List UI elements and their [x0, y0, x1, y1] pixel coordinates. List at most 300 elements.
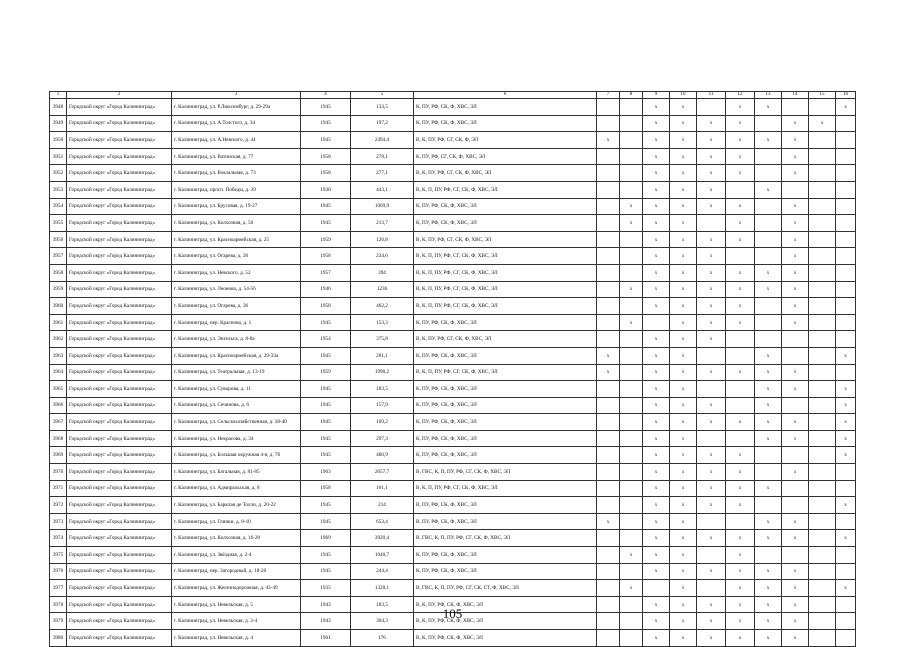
mark-cell: x [782, 563, 809, 580]
mark-cell [597, 248, 620, 265]
mark-cell: x [782, 364, 809, 381]
mark-cell: x [697, 264, 726, 281]
works-list-cell: К, ПУ, РФ, СК, Ф, ХВС, ЭЛ [414, 99, 597, 116]
mark-cell: x [697, 148, 726, 165]
mark-cell [643, 314, 670, 331]
table-row [50, 630, 856, 647]
works-list-cell: В, ПУ, РФ, СК, Ф, ХВС, ЭЛ [414, 513, 597, 530]
mark-cell: x [697, 613, 726, 630]
mark-cell [836, 248, 856, 265]
mark-cell [836, 181, 856, 198]
address-cell: г. Калининград, ул. Леонова, д. 54-56 [172, 281, 301, 298]
works-list-cell: К, ПУ, РФ, СК, Ф, ХВС, ЭЛ [414, 447, 597, 464]
mark-cell: x [670, 381, 697, 398]
mark-cell: x [726, 530, 755, 547]
municipality-cell: Городской округ «Город Калининград» [67, 563, 172, 580]
mark-cell: x [597, 132, 620, 149]
mark-cell [755, 248, 782, 265]
mark-cell [597, 414, 620, 431]
address-cell: г. Калининград, ул. Огарева, д. 36 [172, 298, 301, 315]
table-row [50, 497, 856, 514]
mark-cell: x [782, 264, 809, 281]
address-cell: г. Калининград, ул. А.Невского, д. 44 [172, 132, 301, 149]
works-list-cell: К, ПУ, РФ, СК, Ф, ХВС, ЭЛ [414, 215, 597, 232]
mark-cell: x [697, 298, 726, 315]
municipality-cell: Городской округ «Город Калининград» [67, 165, 172, 182]
mark-cell [697, 580, 726, 597]
column-number-cell: 13 [755, 92, 782, 99]
mark-cell: x [670, 580, 697, 597]
municipality-cell: Городской округ «Город Калининград» [67, 198, 172, 215]
mark-cell: x [670, 547, 697, 564]
column-number-cell: 7 [597, 92, 620, 99]
mark-cell: x [697, 563, 726, 580]
mark-cell: x [782, 530, 809, 547]
mark-cell: x [755, 364, 782, 381]
mark-cell [726, 331, 755, 348]
area-cell: 169,2 [351, 414, 414, 431]
municipality-cell: Городской округ «Город Калининград» [67, 381, 172, 398]
mark-cell: x [643, 264, 670, 281]
works-list-cell: В, К, ПУ, РФ, СГ, СК, Ф, ЭЛ [414, 132, 597, 149]
mark-cell [836, 198, 856, 215]
area-cell: 277,1 [351, 165, 414, 182]
row-number-cell: 3953 [50, 181, 67, 198]
table-row [50, 397, 856, 414]
mark-cell: x [643, 99, 670, 116]
mark-cell: x [670, 430, 697, 447]
mark-cell [782, 99, 809, 116]
mark-cell: x [643, 132, 670, 149]
address-cell: г. Калининград, ул. Колхозная, д. 50 [172, 215, 301, 232]
municipality-cell: Городской округ «Город Калининград» [67, 314, 172, 331]
area-cell: 2057,7 [351, 464, 414, 481]
mark-cell [697, 99, 726, 116]
municipality-cell: Городской округ «Город Калининград» [67, 99, 172, 116]
mark-cell: x [643, 198, 670, 215]
year-cell: 1945 [301, 115, 351, 132]
mark-cell: x [670, 596, 697, 613]
address-cell: г. Калининград, ул. Сечинова, д. 6 [172, 397, 301, 414]
mark-cell: x [697, 464, 726, 481]
mark-cell [620, 397, 643, 414]
mark-cell: x [670, 181, 697, 198]
year-cell: 1945 [301, 198, 351, 215]
mark-cell: x [726, 630, 755, 647]
mark-cell: x [697, 530, 726, 547]
mark-cell: x [697, 165, 726, 182]
mark-cell [809, 563, 836, 580]
mark-cell [643, 580, 670, 597]
table-row [50, 331, 856, 348]
address-cell: г. Калининград, ул. Невского, д. 52 [172, 264, 301, 281]
mark-cell: x [670, 148, 697, 165]
mark-cell [755, 547, 782, 564]
area-cell: 394 [351, 264, 414, 281]
mark-cell [620, 447, 643, 464]
mark-cell: x [755, 596, 782, 613]
year-cell: 1945 [301, 347, 351, 364]
mark-cell: x [726, 165, 755, 182]
year-cell: 1943 [301, 613, 351, 630]
mark-cell: x [697, 447, 726, 464]
row-number-cell: 3950 [50, 132, 67, 149]
mark-cell [755, 497, 782, 514]
mark-cell: x [697, 314, 726, 331]
mark-cell: x [809, 115, 836, 132]
address-cell: г. Калининград, ул. Брусовая, д. 19-27 [172, 198, 301, 215]
table-row [50, 215, 856, 232]
column-number-cell: 12 [726, 92, 755, 99]
table-row [50, 132, 856, 149]
mark-cell: x [670, 165, 697, 182]
mark-cell [726, 381, 755, 398]
mark-cell: x [726, 613, 755, 630]
row-number-cell: 3966 [50, 397, 67, 414]
mark-cell: x [782, 580, 809, 597]
works-list-cell: В, К, ПУ, РФ, СК, Ф, ХВС, ЭЛ [414, 630, 597, 647]
mark-cell: x [643, 447, 670, 464]
address-cell: г. Калининград, ул. Красноармейская, д. 25 [172, 231, 301, 248]
address-cell: г. Калининград, ул. Ватинская, д. 77 [172, 148, 301, 165]
mark-cell: x [755, 397, 782, 414]
mark-cell [809, 215, 836, 232]
mark-cell: x [836, 447, 856, 464]
year-cell: 1945 [301, 430, 351, 447]
mark-cell: x [726, 414, 755, 431]
mark-cell [597, 231, 620, 248]
mark-cell: x [643, 298, 670, 315]
mark-cell: x [597, 513, 620, 530]
table-row [50, 314, 856, 331]
municipality-cell: Городской округ «Город Калининград» [67, 613, 172, 630]
works-list-cell: К, ПУ, РФ, СК, Ф, ХВС, ЭЛ [414, 397, 597, 414]
row-number-cell: 3980 [50, 630, 67, 647]
mark-cell [782, 181, 809, 198]
mark-cell: x [670, 464, 697, 481]
address-cell: г. Калининград, ул. Адмиральская, д. 8 [172, 480, 301, 497]
works-list-cell: К, ПУ, РФ, СК, Ф, ХВС, ЭЛ [414, 115, 597, 132]
mark-cell [809, 331, 836, 348]
mark-cell [620, 414, 643, 431]
municipality-cell: Городской округ «Город Калининград» [67, 580, 172, 597]
mark-cell: x [836, 414, 856, 431]
mark-cell: x [782, 613, 809, 630]
mark-cell [597, 630, 620, 647]
address-cell: г. Калининград, ул. Сельскохозяйственная, д. 38-40 [172, 414, 301, 431]
mark-cell [597, 281, 620, 298]
mark-cell [620, 497, 643, 514]
area-cell: 201,1 [351, 347, 414, 364]
table-row [50, 264, 856, 281]
mark-cell [755, 298, 782, 315]
mark-cell [620, 480, 643, 497]
mark-cell [809, 314, 836, 331]
mark-cell: x [755, 281, 782, 298]
table-row [50, 231, 856, 248]
mark-cell [697, 513, 726, 530]
mark-cell: x [597, 364, 620, 381]
address-cell: г. Калининград, ул. Барклая де Толли, д. 20-22 [172, 497, 301, 514]
mark-cell: x [643, 231, 670, 248]
works-list-cell: В, К, П, ПУ, РФ, СГ, СК, Ф, ХВС, ЭЛ [414, 264, 597, 281]
table-row [50, 530, 856, 547]
mark-cell: x [755, 181, 782, 198]
row-number-cell: 3956 [50, 231, 67, 248]
mark-cell [809, 513, 836, 530]
row-number-cell: 3974 [50, 530, 67, 547]
column-number-cell: 6 [414, 92, 597, 99]
area-cell: 653,4 [351, 513, 414, 530]
mark-cell [809, 99, 836, 116]
municipality-cell: Городской округ «Город Калининград» [67, 331, 172, 348]
mark-cell [620, 181, 643, 198]
works-list-cell: В, К, ПУ, РФ, СГ, СК, Ф, ХВС, ЭЛ [414, 331, 597, 348]
mark-cell [836, 480, 856, 497]
year-cell: 1945 [301, 381, 351, 398]
municipality-cell: Городской округ «Город Калининград» [67, 248, 172, 265]
mark-cell: x [755, 430, 782, 447]
mark-cell: x [670, 530, 697, 547]
year-cell: 1958 [301, 298, 351, 315]
table-row [50, 480, 856, 497]
area-cell: 161,1 [351, 480, 414, 497]
table-row [50, 447, 856, 464]
row-number-cell: 3957 [50, 248, 67, 265]
area-cell: 480,9 [351, 447, 414, 464]
mark-cell: x [755, 264, 782, 281]
table-row [50, 281, 856, 298]
column-number-cell: 5 [351, 92, 414, 99]
mark-cell [597, 298, 620, 315]
column-number-cell: 1 [50, 92, 67, 99]
year-cell: 1945 [301, 513, 351, 530]
works-list-cell: В, К, П, ПУ, РФ, СГ, СК, Ф, ХВС, ЭЛ [414, 298, 597, 315]
year-cell: 1945 [301, 563, 351, 580]
mark-cell: x [643, 397, 670, 414]
mark-cell [620, 563, 643, 580]
mark-cell [809, 181, 836, 198]
row-number-cell: 3964 [50, 364, 67, 381]
mark-cell: x [755, 563, 782, 580]
column-number-cell: 2 [67, 92, 172, 99]
mark-cell: x [782, 596, 809, 613]
mark-cell: x [670, 480, 697, 497]
column-number-cell: 16 [836, 92, 856, 99]
mark-cell [755, 115, 782, 132]
year-cell: 1946 [301, 281, 351, 298]
mark-cell [726, 248, 755, 265]
mark-cell: x [643, 181, 670, 198]
municipality-cell: Городской округ «Город Калининград» [67, 513, 172, 530]
area-cell: 234,6 [351, 248, 414, 265]
table-row [50, 347, 856, 364]
mark-cell [597, 397, 620, 414]
mark-cell [697, 547, 726, 564]
mark-cell: x [643, 115, 670, 132]
row-number-cell: 3969 [50, 447, 67, 464]
mark-cell: x [726, 596, 755, 613]
mark-cell [620, 331, 643, 348]
address-cell: г. Калининград, ул. Невельская, д. 4 [172, 630, 301, 647]
municipality-cell: Городской округ «Город Калининград» [67, 148, 172, 165]
mark-cell: x [670, 331, 697, 348]
mark-cell: x [670, 248, 697, 265]
mark-cell: x [782, 165, 809, 182]
mark-cell: x [755, 630, 782, 647]
mark-cell: x [670, 364, 697, 381]
row-number-cell: 3955 [50, 215, 67, 232]
mark-cell: x [726, 115, 755, 132]
mark-cell [809, 364, 836, 381]
row-number-cell: 3977 [50, 580, 67, 597]
mark-cell: x [643, 497, 670, 514]
mark-cell: x [782, 148, 809, 165]
mark-cell [620, 115, 643, 132]
area-cell: 197,2 [351, 115, 414, 132]
year-cell: 1958 [301, 148, 351, 165]
mark-cell: x [670, 281, 697, 298]
works-list-cell: В, К, П, ПУ, РФ, СГ, СК, Ф, ХВС, ЭЛ [414, 480, 597, 497]
mark-cell: x [643, 630, 670, 647]
year-cell: 1958 [301, 248, 351, 265]
mark-cell: x [697, 414, 726, 431]
mark-cell [836, 464, 856, 481]
mark-cell: x [670, 397, 697, 414]
mark-cell [809, 281, 836, 298]
address-cell: г. Калининград, ул. Невельская, д. 2-4 [172, 613, 301, 630]
mark-cell: x [836, 580, 856, 597]
mark-cell [597, 99, 620, 116]
address-cell: г. Калининград, ул. Огарева, д. 26 [172, 248, 301, 265]
mark-cell [620, 231, 643, 248]
municipality-cell: Городской округ «Город Калининград» [67, 530, 172, 547]
area-cell: 214 [351, 497, 414, 514]
area-cell: 3920,4 [351, 530, 414, 547]
mark-cell: x [670, 563, 697, 580]
mark-cell [620, 430, 643, 447]
area-cell: 213,7 [351, 215, 414, 232]
mark-cell [620, 165, 643, 182]
mark-cell [697, 430, 726, 447]
mark-cell: x [670, 630, 697, 647]
mark-cell [597, 530, 620, 547]
mark-cell: x [697, 248, 726, 265]
mark-cell [836, 115, 856, 132]
area-cell: 176 [351, 630, 414, 647]
municipality-cell: Городской округ «Город Калининград» [67, 347, 172, 364]
row-number-cell: 3960 [50, 298, 67, 315]
mark-cell: x [643, 381, 670, 398]
row-number-cell: 3962 [50, 331, 67, 348]
row-number-cell: 3978 [50, 596, 67, 613]
mark-cell: x [782, 314, 809, 331]
address-cell: г. Калининград, ул. Театральная, д. 13-19 [172, 364, 301, 381]
mark-cell [597, 264, 620, 281]
area-cell: 183,5 [351, 381, 414, 398]
mark-cell [620, 248, 643, 265]
mark-cell: x [726, 215, 755, 232]
mark-cell [782, 331, 809, 348]
mark-cell: x [782, 414, 809, 431]
mark-cell: x [620, 281, 643, 298]
table-row [50, 430, 856, 447]
mark-cell: x [726, 132, 755, 149]
mark-cell [809, 148, 836, 165]
row-number-cell: 3961 [50, 314, 67, 331]
area-cell: 126,8 [351, 231, 414, 248]
year-cell: 1945 [301, 547, 351, 564]
table-row [50, 547, 856, 564]
mark-cell [782, 447, 809, 464]
row-number-cell: 3971 [50, 480, 67, 497]
mark-cell [836, 231, 856, 248]
municipality-cell: Городской округ «Город Калининград» [67, 547, 172, 564]
mark-cell [697, 215, 726, 232]
mark-cell [809, 430, 836, 447]
mark-cell [620, 513, 643, 530]
municipality-cell: Городской округ «Город Калининград» [67, 630, 172, 647]
mark-cell [597, 464, 620, 481]
table-row [50, 414, 856, 431]
mark-cell [809, 198, 836, 215]
table-row [50, 248, 856, 265]
area-cell: 244,4 [351, 563, 414, 580]
year-cell: 1930 [301, 181, 351, 198]
mark-cell: x [670, 447, 697, 464]
mark-cell: x [670, 414, 697, 431]
area-cell: 183,5 [351, 596, 414, 613]
area-cell: 2494,4 [351, 132, 414, 149]
mark-cell: x [643, 347, 670, 364]
works-list-cell: В, ГВС, К, П, ПУ, РФ, СГ, СК, Ф, ХВС, ЭЛ [414, 530, 597, 547]
table-row [50, 165, 856, 182]
mark-cell [782, 497, 809, 514]
mark-cell [755, 314, 782, 331]
mark-cell [597, 148, 620, 165]
mark-cell [620, 298, 643, 315]
year-cell: 1958 [301, 165, 351, 182]
address-cell: г. Калининград, ул. Вокзальная, д. 73 [172, 165, 301, 182]
mark-cell [597, 547, 620, 564]
mark-cell: x [643, 148, 670, 165]
mark-cell: x [697, 480, 726, 497]
area-cell: 133,5 [351, 99, 414, 116]
mark-cell [836, 547, 856, 564]
table-row [50, 298, 856, 315]
mark-cell [755, 231, 782, 248]
mark-cell [597, 331, 620, 348]
works-list-cell: К, ПУ, РФ, СК, Ф, ХВС, ЭЛ [414, 414, 597, 431]
mark-cell [726, 347, 755, 364]
area-cell: 462,2 [351, 298, 414, 315]
mark-cell: x [670, 347, 697, 364]
municipality-cell: Городской округ «Город Калининград» [67, 281, 172, 298]
table-row [50, 99, 856, 116]
area-cell: 278,1 [351, 148, 414, 165]
row-number-cell: 3959 [50, 281, 67, 298]
mark-cell [755, 331, 782, 348]
works-list-cell: К, ПУ, РФ, СК, Ф, ХВС, ЭЛ [414, 314, 597, 331]
mark-cell: x [726, 480, 755, 497]
mark-cell: x [670, 314, 697, 331]
table-row [50, 148, 856, 165]
mark-cell [597, 165, 620, 182]
mark-cell [597, 430, 620, 447]
mark-cell: x [643, 414, 670, 431]
mark-cell: x [836, 530, 856, 547]
area-cell: 157,9 [351, 397, 414, 414]
